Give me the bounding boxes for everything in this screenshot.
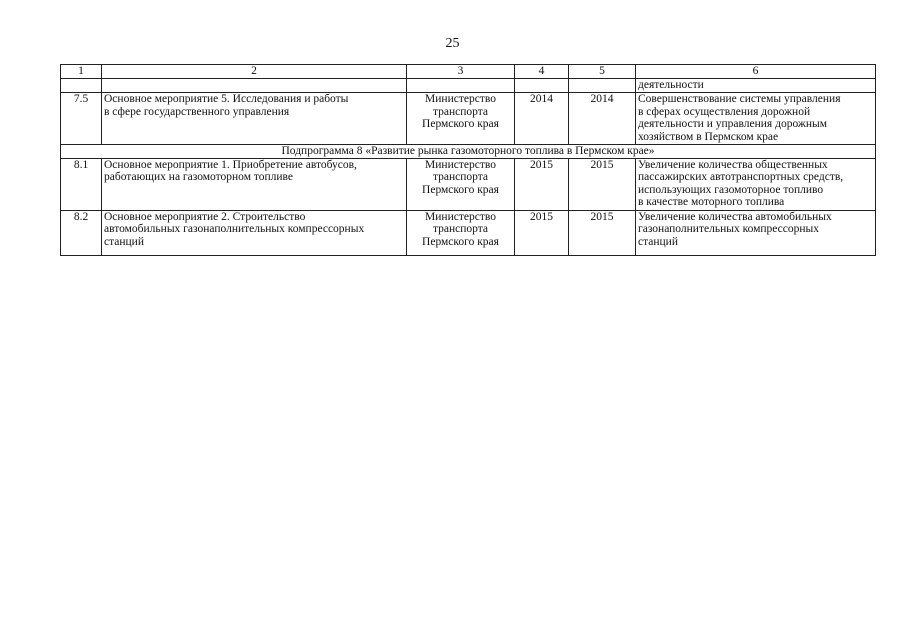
continuation-result-text: деятельности — [636, 79, 876, 93]
event-name: Основное мероприятие 2. Строительство автомобильных газонаполнительных компрессорных станций — [102, 210, 407, 255]
page-number: 25 — [445, 36, 460, 51]
start-year: 2014 — [515, 93, 569, 145]
continuation-cell-3 — [407, 79, 515, 93]
continuation-cell-1 — [61, 79, 102, 93]
table-row-8-2 — [61, 210, 876, 255]
column-header-3: 3 — [407, 65, 515, 79]
events-table — [60, 64, 876, 256]
end-year: 2015 — [569, 210, 636, 255]
end-year: 2014 — [569, 93, 636, 145]
table-row-8-1 — [61, 158, 876, 210]
expected-result: Увеличение количества автомобильных газонаполнительных компрессорных станций — [636, 210, 876, 255]
row-number: 8.2 — [61, 210, 102, 255]
continuation-row — [61, 79, 876, 93]
column-header-2: 2 — [102, 65, 407, 79]
subprogram-row — [61, 145, 876, 159]
expected-result: Увеличение количества общественных пассажирских автотранспортных средств, использующих газомоторное топливо в качестве моторного топлива — [636, 158, 876, 210]
column-header-1: 1 — [61, 65, 102, 79]
event-name: Основное мероприятие 5. Исследования и работы в сфере государственного управления — [102, 93, 407, 145]
responsible-executor: Министерство транспорта Пермского края — [407, 210, 515, 255]
column-header-4: 4 — [515, 65, 569, 79]
continuation-cell-4 — [515, 79, 569, 93]
start-year: 2015 — [515, 158, 569, 210]
subprogram-title: Подпрограмма 8 «Развитие рынка газомоторного топлива в Пермском крае» — [61, 145, 876, 159]
row-number: 8.1 — [61, 158, 102, 210]
responsible-executor: Министерство транспорта Пермского края — [407, 158, 515, 210]
end-year: 2015 — [569, 158, 636, 210]
event-name: Основное мероприятие 1. Приобретение автобусов, работающих на газомоторном топливе — [102, 158, 407, 210]
responsible-executor: Министерство транспорта Пермского края — [407, 93, 515, 145]
column-header-5: 5 — [569, 65, 636, 79]
expected-result: Совершенствование системы управления в сферах осуществления дорожной деятельности и управления дорожным хозяйством в Пермском крае — [636, 93, 876, 145]
row-number: 7.5 — [61, 93, 102, 145]
start-year: 2015 — [515, 210, 569, 255]
table-row-7-5 — [61, 93, 876, 145]
continuation-cell-5 — [569, 79, 636, 93]
column-header-6: 6 — [636, 65, 876, 79]
continuation-cell-2 — [102, 79, 407, 93]
table-header-row — [61, 65, 876, 79]
